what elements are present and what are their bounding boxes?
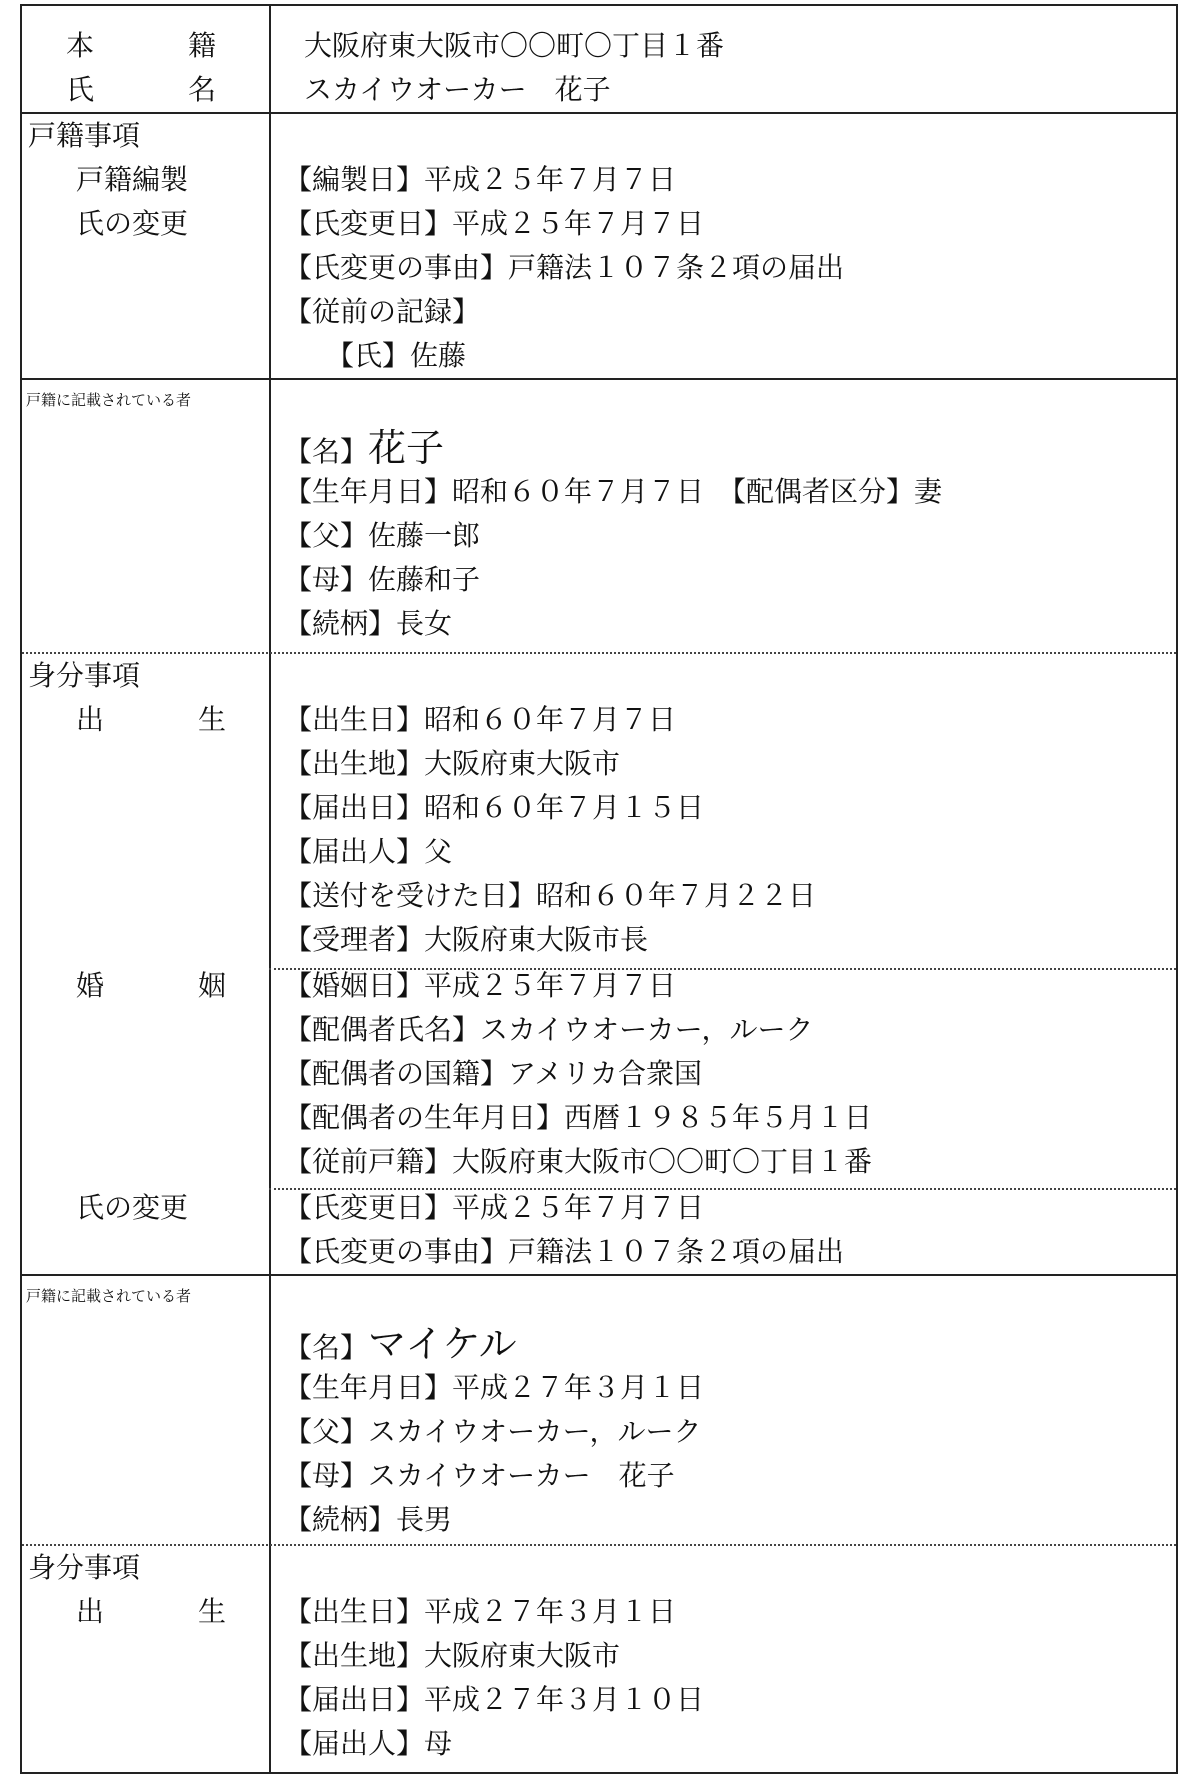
person-line: 【続柄】長男 [284,1503,453,1536]
birth-line: 【出生日】昭和６０年７月７日 [284,703,677,736]
koseki-line: 【従前の記録】 [284,295,481,328]
person-line: 【生年月日】平成２７年３月１日 [284,1371,705,1404]
marriage-line: 【配偶者氏名】スカイウオーカー，ルーク [284,1013,814,1046]
shimei-value: スカイウオーカー 花子 [304,73,611,106]
person-line: 【父】佐藤一郎 [284,519,481,552]
marriage-line: 【婚姻日】平成２５年７月７日 [284,969,677,1002]
family-register-sheet [20,4,1178,1774]
honseki-label: 本 籍 [66,29,216,62]
marriage-line: 【従前戸籍】大阪府東大阪市〇〇町〇丁目１番 [284,1145,873,1178]
status-heading: 身分事項 [28,1551,141,1584]
person-caption: 戸籍に記載されている者 [26,391,192,409]
birth-line: 【出生日】平成２７年３月１日 [284,1595,677,1628]
namechange-label: 氏の変更 [76,1191,189,1224]
divider-person2-status [22,1544,1176,1546]
divider-person2 [22,1274,1176,1276]
koseki-item-label: 氏の変更 [76,207,189,240]
person-name-row [284,426,444,470]
birth-line: 【出生地】大阪府東大阪市 [284,1639,621,1672]
person-line: 【母】佐藤和子 [284,563,481,596]
birth-line: 【届出人】父 [284,835,453,868]
koseki-line: 【氏変更日】平成２５年７月７日 [284,207,705,240]
person-name-row [284,1322,517,1366]
marriage-line: 【配偶者の国籍】アメリカ合衆国 [284,1057,703,1090]
honseki-value: 大阪府東大阪市〇〇町〇丁目１番 [304,29,725,62]
koseki-line: 【編製日】平成２５年７月７日 [284,163,677,196]
divider-header [22,112,1176,114]
divider-koseki [22,378,1176,380]
namechange-line: 【氏変更日】平成２５年７月７日 [284,1191,705,1224]
divider-person1-status [22,652,1176,654]
birth-line: 【送付を受けた日】昭和６０年７月２２日 [284,879,817,912]
shimei-label: 氏 名 [66,73,216,106]
koseki-line: 【氏変更の事由】戸籍法１０７条２項の届出 [284,251,845,284]
person-line: 【生年月日】昭和６０年７月７日 【配偶者区分】妻 [284,475,943,508]
person-name: 花子 [368,426,445,470]
person-line: 【母】スカイウオーカー 花子 [284,1459,675,1492]
koseki-heading: 戸籍事項 [28,119,141,152]
person-name: マイケル [368,1322,517,1366]
marriage-label: 婚 姻 [76,969,226,1002]
marriage-line: 【配偶者の生年月日】西暦１９８５年５月１日 [284,1101,873,1134]
birth-label: 出 生 [76,703,226,736]
birth-label: 出 生 [76,1595,226,1628]
birth-line: 【届出日】平成２７年３月１０日 [284,1683,705,1716]
namechange-line: 【氏変更の事由】戸籍法１０７条２項の届出 [284,1235,845,1268]
column-divider [269,6,271,1772]
birth-line: 【出生地】大阪府東大阪市 [284,747,621,780]
status-heading: 身分事項 [28,659,141,692]
name-label: 【名】 [284,1331,369,1364]
birth-line: 【届出日】昭和６０年７月１５日 [284,791,705,824]
person-caption: 戸籍に記載されている者 [26,1287,192,1305]
birth-line: 【受理者】大阪府東大阪市長 [284,923,649,956]
koseki-item-label: 戸籍編製 [76,163,189,196]
person-line: 【続柄】長女 [284,607,453,640]
birth-line: 【届出人】母 [284,1727,453,1760]
name-label: 【名】 [284,435,369,468]
koseki-line: 【氏】佐藤 [284,339,467,372]
person-line: 【父】スカイウオーカー，ルーク [284,1415,702,1448]
